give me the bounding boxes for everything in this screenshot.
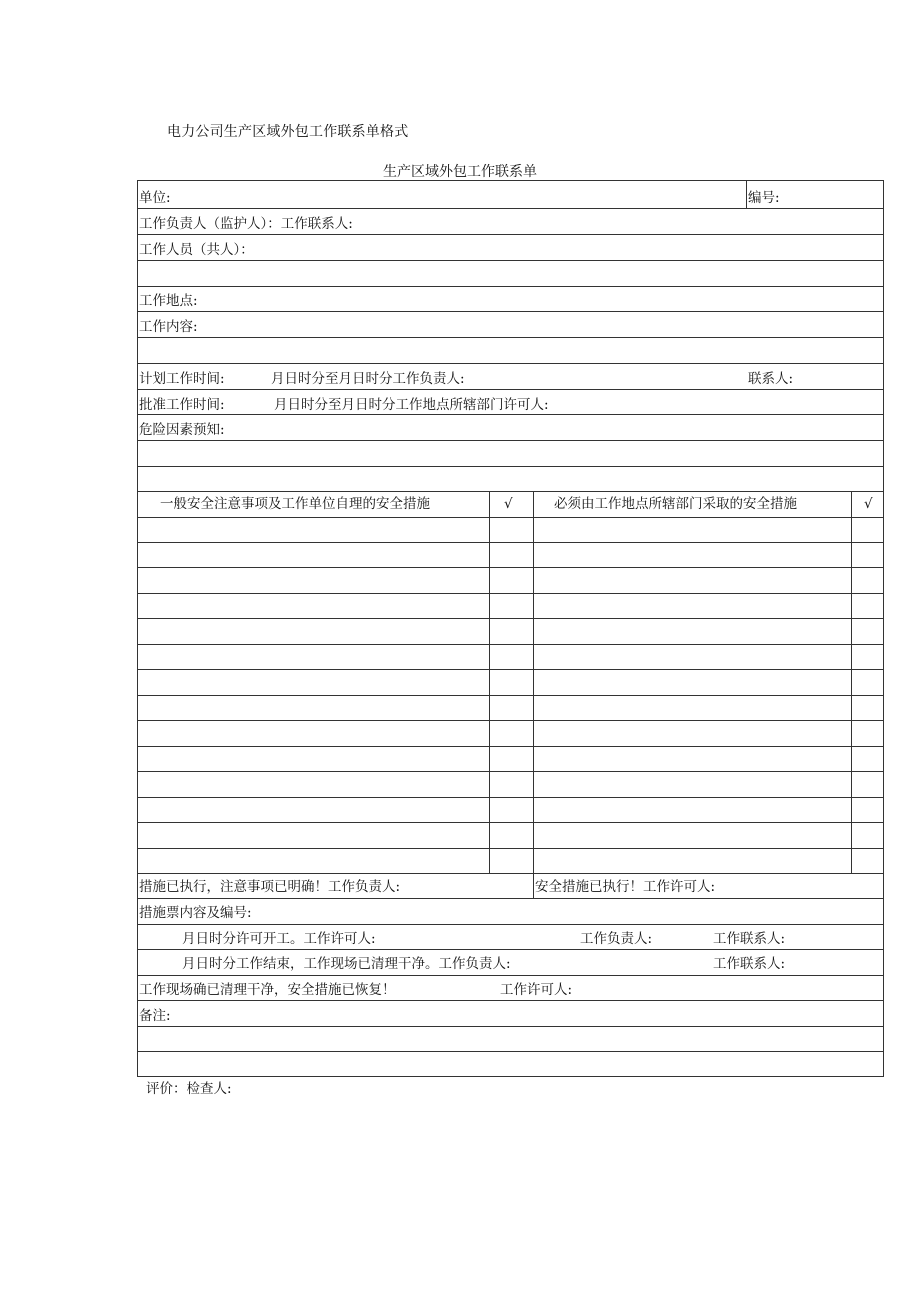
row-divider [138, 389, 883, 390]
row-divider [138, 848, 883, 849]
remarks-label: 备注: [139, 1008, 171, 1024]
leader-label: 工作负责人（监护人）：工作联系人: [139, 216, 353, 232]
column-divider [851, 491, 852, 873]
row-divider [138, 1051, 883, 1052]
row-divider [138, 491, 883, 492]
row-divider [138, 720, 883, 721]
department-check-header: √ [864, 496, 873, 512]
row-divider [138, 924, 883, 925]
row-divider [138, 440, 883, 441]
row-divider [138, 822, 883, 823]
row-divider [138, 1026, 883, 1027]
staff-label: 工作人员（共人）： [139, 242, 254, 258]
column-divider [489, 491, 490, 873]
department-measures-header: 必须由工作地点所辖部门采取的安全措施 [554, 496, 797, 512]
plan-time-label: 计划工作时间: [139, 371, 225, 387]
ticket-label: 措施票内容及编号: [139, 905, 252, 921]
row-divider [138, 898, 883, 899]
plan-contact-label: 联系人: [748, 371, 794, 387]
form-title: 生产区域外包工作联系单 [383, 164, 537, 180]
row-divider [138, 695, 883, 696]
number-label: 编号: [748, 190, 780, 206]
row-divider [138, 517, 883, 518]
plan-time-fields: 月日时分至月日时分工作负责人: [271, 371, 465, 387]
start-contact-label: 工作联系人: [713, 931, 786, 947]
row-divider [138, 771, 883, 772]
row-divider [138, 669, 883, 670]
executed-leader-label: 措施已执行，注意事项已明确！工作负责人: [139, 879, 401, 895]
row-divider [138, 286, 883, 287]
column-divider [533, 491, 534, 898]
row-divider [138, 234, 883, 235]
row-divider [138, 363, 883, 364]
evaluation-label: 评价：检查人: [146, 1081, 232, 1097]
row-divider [138, 260, 883, 261]
row-divider [138, 593, 883, 594]
row-divider [138, 618, 883, 619]
column-divider [746, 181, 747, 208]
row-divider [138, 746, 883, 747]
end-leader-label: 月日时分工作结束，工作现场已清理干净。工作负责人: [182, 956, 511, 972]
hazards-label: 危险因素预知: [139, 422, 225, 438]
contact-form-table [137, 180, 884, 1077]
row-divider [138, 337, 883, 338]
start-permit-label: 月日时分许可开工。工作许可人: [182, 931, 376, 947]
executed-permit-label: 安全措施已执行！工作许可人: [535, 879, 716, 895]
row-divider [138, 208, 883, 209]
general-measures-header: 一般安全注意事项及工作单位自理的安全措施 [160, 496, 430, 512]
row-divider [138, 542, 883, 543]
row-divider [138, 975, 883, 976]
approve-time-label: 批准工作时间: [139, 397, 225, 413]
row-divider [138, 414, 883, 415]
row-divider [138, 873, 883, 874]
row-divider [138, 1000, 883, 1001]
document-title: 电力公司生产区域外包工作联系单格式 [167, 124, 409, 140]
location-label: 工作地点: [139, 293, 198, 309]
row-divider [138, 949, 883, 950]
approve-time-fields: 月日时分至月日时分工作地点所辖部门许可人: [274, 397, 549, 413]
row-divider [138, 644, 883, 645]
row-divider [138, 797, 883, 798]
clean-permit-label: 工作许可人: [500, 982, 573, 998]
end-contact-label: 工作联系人: [713, 956, 786, 972]
start-leader-label: 工作负责人: [580, 931, 653, 947]
unit-label: 单位: [139, 190, 171, 206]
clean-restored-label: 工作现场确已清理干净，安全措施已恢复！ [139, 982, 396, 998]
row-divider [138, 567, 883, 568]
row-divider [138, 311, 883, 312]
row-divider [138, 466, 883, 467]
content-label: 工作内容: [139, 319, 198, 335]
general-check-header: √ [504, 496, 513, 512]
